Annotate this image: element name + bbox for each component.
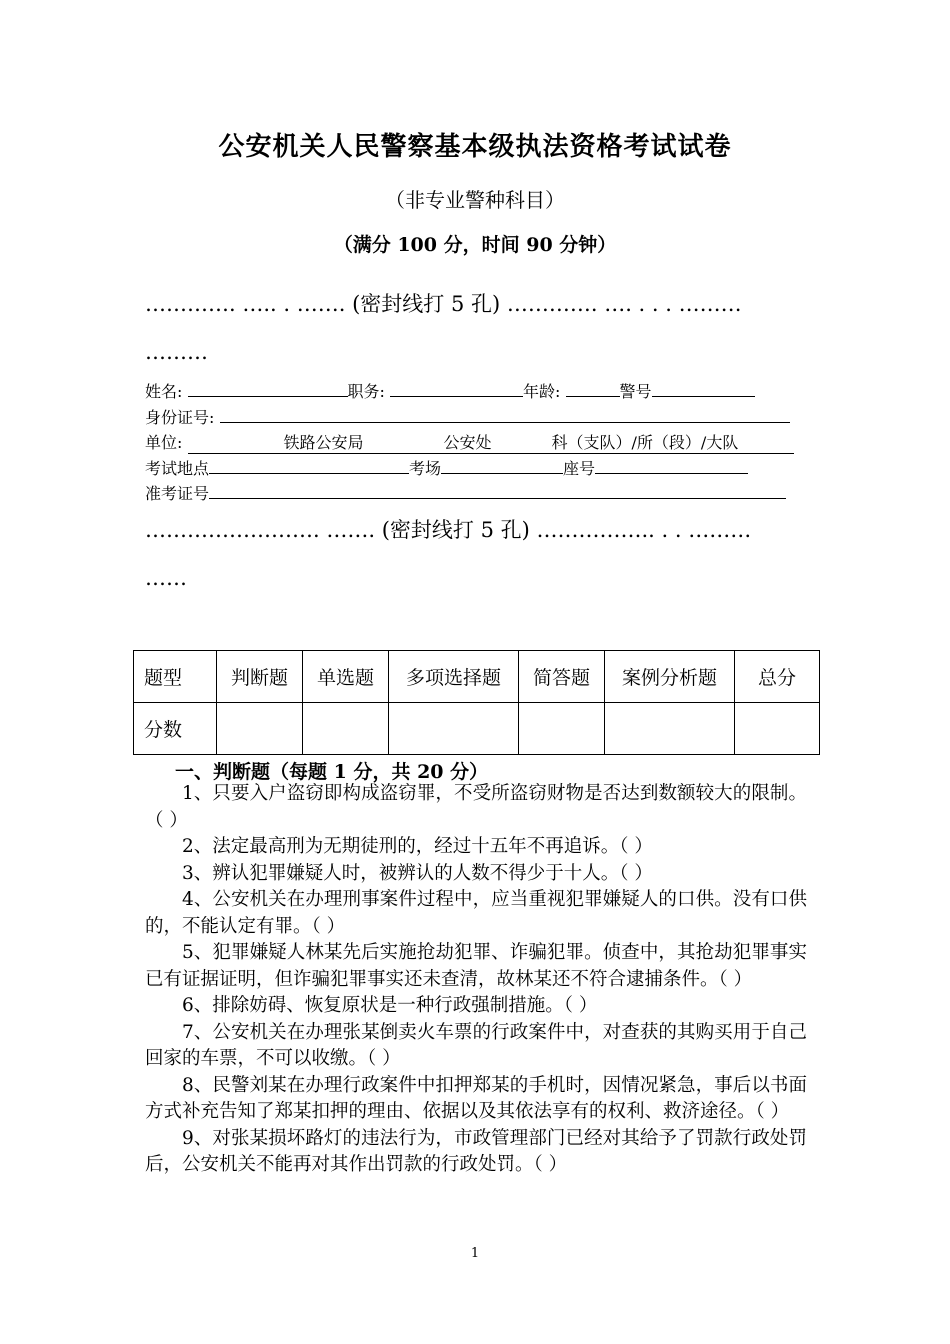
- header-question-type: 题型: [134, 651, 217, 703]
- badge-field[interactable]: [652, 379, 755, 397]
- form-row-id: [145, 405, 790, 428]
- ticket-label: 准考证号: [145, 484, 210, 503]
- score-time-info: （满分 100 分，时间 90 分钟）: [333, 234, 617, 256]
- badge-label: 警号: [619, 382, 652, 401]
- score-cell-multiple-choice[interactable]: [389, 703, 519, 755]
- exam-subtitle: （非专业警种科目）: [385, 188, 565, 212]
- score-cell-case-analysis[interactable]: [605, 703, 735, 755]
- seal-line-bottom: ……………………. ……. (密封线打 5 孔) …………….. . . ………: [145, 518, 752, 542]
- question-item: 8、民警刘某在办理行政案件中扣押郑某的手机时，因情况紧急，事后以书面方式补充告知了郑某扣押的理由、依据以及其依法享有的权利、救济途径。（ ）: [145, 1074, 807, 1122]
- age-label: 年龄:: [523, 382, 561, 401]
- seal-line-top: …………. ….. . ……. (密封线打 5 孔) …………. …. . . . ………: [145, 292, 742, 316]
- question-item: 9、对张某损坏路灯的违法行为，市政管理部门已经对其给予了罚款行政处罚后，公安机关不能再对其作出罚款的行政处罚。（ ）: [145, 1127, 807, 1175]
- score-cell-total[interactable]: [735, 703, 820, 755]
- header-multiple-choice: 多项选择题: [389, 651, 519, 703]
- question-item: 7、公安机关在办理张某倒卖火车票的行政案件中，对查获的其购买用于自己回家的车票，不可以收缴。（ ）: [145, 1021, 807, 1069]
- score-table-header-row: [134, 651, 820, 703]
- unit-suffix: 科（支队）/所（段）/大队: [551, 433, 739, 452]
- question-item: 6、排除妨碍、恢复原状是一种行政强制措施。（ ）: [182, 995, 598, 1016]
- id-label: 身份证号:: [145, 408, 215, 427]
- seat-label: 座号: [563, 459, 596, 478]
- form-row-ticket: [145, 481, 786, 504]
- id-field[interactable]: [220, 405, 790, 423]
- exam-room-field[interactable]: [441, 456, 563, 474]
- header-case-analysis: 案例分析题: [605, 651, 735, 703]
- seat-field[interactable]: [595, 456, 748, 474]
- score-cell-single-choice[interactable]: [303, 703, 389, 755]
- row-score-label: 分数: [134, 703, 217, 755]
- exam-site-field[interactable]: [209, 456, 409, 474]
- header-true-false: 判断题: [217, 651, 303, 703]
- score-cell-true-false[interactable]: [217, 703, 303, 755]
- name-label: 姓名:: [145, 382, 183, 401]
- exam-title: 公安机关人民警察基本级执法资格考试试卷: [218, 132, 732, 162]
- section-heading: 一、判断题（每题 1 分，共 20 分）: [175, 761, 489, 783]
- position-label: 职务:: [347, 382, 385, 401]
- score-cell-short-answer[interactable]: [519, 703, 605, 755]
- age-field[interactable]: [566, 379, 620, 397]
- exam-site-label: 考试地点: [145, 459, 210, 478]
- unit-field[interactable]: [188, 430, 794, 454]
- exam-room-label: 考场: [409, 459, 442, 478]
- header-short-answer: 简答题: [519, 651, 605, 703]
- header-total: 总分: [735, 651, 820, 703]
- form-row-exam-site: [145, 456, 748, 479]
- form-row-unit: [145, 430, 794, 454]
- question-item: 3、辨认犯罪嫌疑人时，被辨认的人数不得少于十人。（ ）: [182, 862, 653, 884]
- name-field[interactable]: [188, 379, 348, 397]
- position-field[interactable]: [390, 379, 523, 397]
- score-table: [133, 650, 820, 755]
- unit-label: 单位:: [145, 433, 183, 452]
- question-item: 2、法定最高刑为无期徒刑的，经过十五年不再追诉。（ ）: [182, 836, 653, 857]
- seal-line-bottom-continuation: ……: [145, 566, 187, 590]
- unit-office: 公安处: [443, 433, 492, 452]
- question-item: 1、只要入户盗窃即构成盗窃罪，不受所盗窃财物是否达到数额较大的限制。（ ）: [145, 783, 807, 831]
- page-number: 1: [470, 1246, 480, 1261]
- ticket-field[interactable]: [209, 481, 786, 499]
- header-single-choice: 单选题: [303, 651, 389, 703]
- question-item: 4、公安机关在办理刑事案件过程中，应当重视犯罪嫌疑人的口供。没有口供的，不能认定有罪。（ ）: [145, 889, 807, 937]
- form-row-name: [145, 379, 755, 402]
- question-list: [145, 781, 807, 1179]
- unit-bureau: 铁路公安局: [283, 433, 364, 452]
- seal-line-top-continuation: ………: [145, 340, 208, 364]
- question-item: 5、犯罪嫌疑人林某先后实施抢劫犯罪、诈骗犯罪。侦查中，其抢劫犯罪事实已有证据证明，但诈骗犯罪事实还未查清，故林某还不符合逮捕条件。（ ）: [145, 942, 807, 990]
- score-table-score-row: [134, 703, 820, 755]
